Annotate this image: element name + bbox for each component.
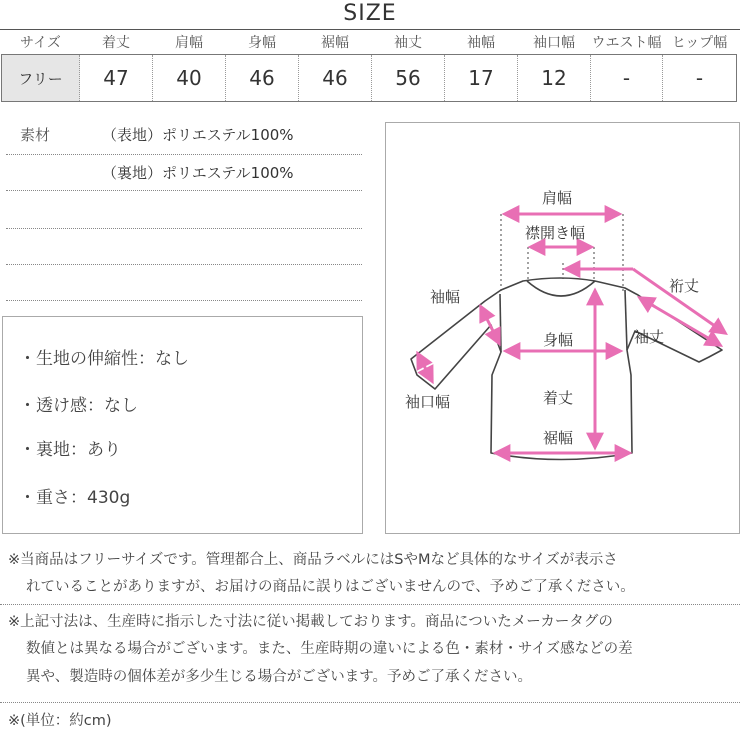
size-table-header	[2, 30, 737, 55]
feature-stretch: ・生地の伸縮性：なし	[19, 349, 189, 369]
label-length: 着丈	[543, 389, 574, 407]
header-sleeve-length: 袖丈	[394, 35, 422, 51]
label-sleeve-length: 袖丈	[634, 328, 665, 346]
material-row	[6, 162, 362, 191]
size-title: SIZE	[343, 1, 397, 26]
header-waist: ウエスト幅	[591, 35, 662, 51]
note-line: ※当商品はフリーサイズです。管理都合上、商品ラベルにはSやMなど具体的なサイズが表示さ	[8, 552, 618, 568]
header-shoulder: 肩幅	[175, 35, 203, 51]
size-cell-sleeve-width: 17	[445, 55, 518, 102]
unit-note: ※(単位：約cm)	[8, 713, 112, 729]
header-sleeve-width: 袖幅	[467, 35, 495, 51]
size-cell-hem-width: 46	[299, 55, 372, 102]
header-body-width: 身幅	[248, 35, 276, 51]
label-cuff: 袖口幅	[405, 393, 451, 411]
header-hem-width: 裾幅	[321, 35, 349, 51]
note-line: 数値とは異なる場合がございます。また、生産時期の違いによる色・素材・サイズ感などの差	[26, 641, 633, 657]
feature-weight: ・重さ：430g	[19, 488, 131, 508]
size-cell-length: 47	[80, 55, 153, 102]
size-cell-sleeve-length: 56	[372, 55, 445, 102]
size-cell-waist: -	[591, 55, 663, 102]
feature-sheer: ・透け感：なし	[19, 396, 138, 416]
feature-lining: ・裏地：あり	[19, 440, 121, 460]
header-cuff-width: 袖口幅	[533, 35, 575, 51]
label-shoulder: 肩幅	[542, 189, 573, 207]
note-line: ※上記寸法は、生産時に指示した寸法に従い掲載しております。商品についたメーカータグの	[8, 614, 613, 630]
note-line: れていることがありますが、お届けの商品に誤りはございませんので、予めご了承ください。	[26, 579, 635, 595]
label-sleeve-width: 袖幅	[430, 288, 461, 306]
material-label: 素材	[20, 126, 51, 144]
label-neck: 襟開き幅	[525, 224, 586, 242]
size-cell-shoulder: 40	[153, 55, 226, 102]
size-row-free	[2, 55, 737, 102]
size-table	[1, 30, 737, 102]
label-hem: 裾幅	[543, 429, 574, 447]
sleeve-width-arrow	[481, 307, 499, 343]
material-row	[6, 124, 362, 155]
feature-box	[2, 316, 363, 534]
note-divider	[0, 702, 740, 703]
note-line: 異や、製造時の個体差が多少生じる場合がございます。予めご了承ください。	[26, 669, 533, 685]
measurement-diagram	[385, 122, 740, 534]
material-row-empty	[6, 272, 362, 301]
size-cell-size: フリー	[2, 55, 80, 102]
material-row-empty	[6, 200, 362, 229]
header-hip: ヒップ幅	[671, 35, 728, 51]
size-cell-hip: -	[663, 55, 737, 102]
header-size: サイズ	[20, 35, 61, 51]
material-lining: （裏地）ポリエステル100%	[102, 164, 294, 182]
label-yuki: 裄丈	[669, 277, 700, 295]
garment-illustration	[386, 123, 739, 533]
note-divider	[0, 604, 740, 605]
header-length: 着丈	[102, 35, 130, 51]
size-cell-cuff-width: 12	[518, 55, 591, 102]
material-row-empty	[6, 236, 362, 265]
size-cell-body-width: 46	[226, 55, 299, 102]
label-body-width: 身幅	[543, 331, 574, 349]
material-outer: （表地）ポリエステル100%	[102, 126, 294, 144]
